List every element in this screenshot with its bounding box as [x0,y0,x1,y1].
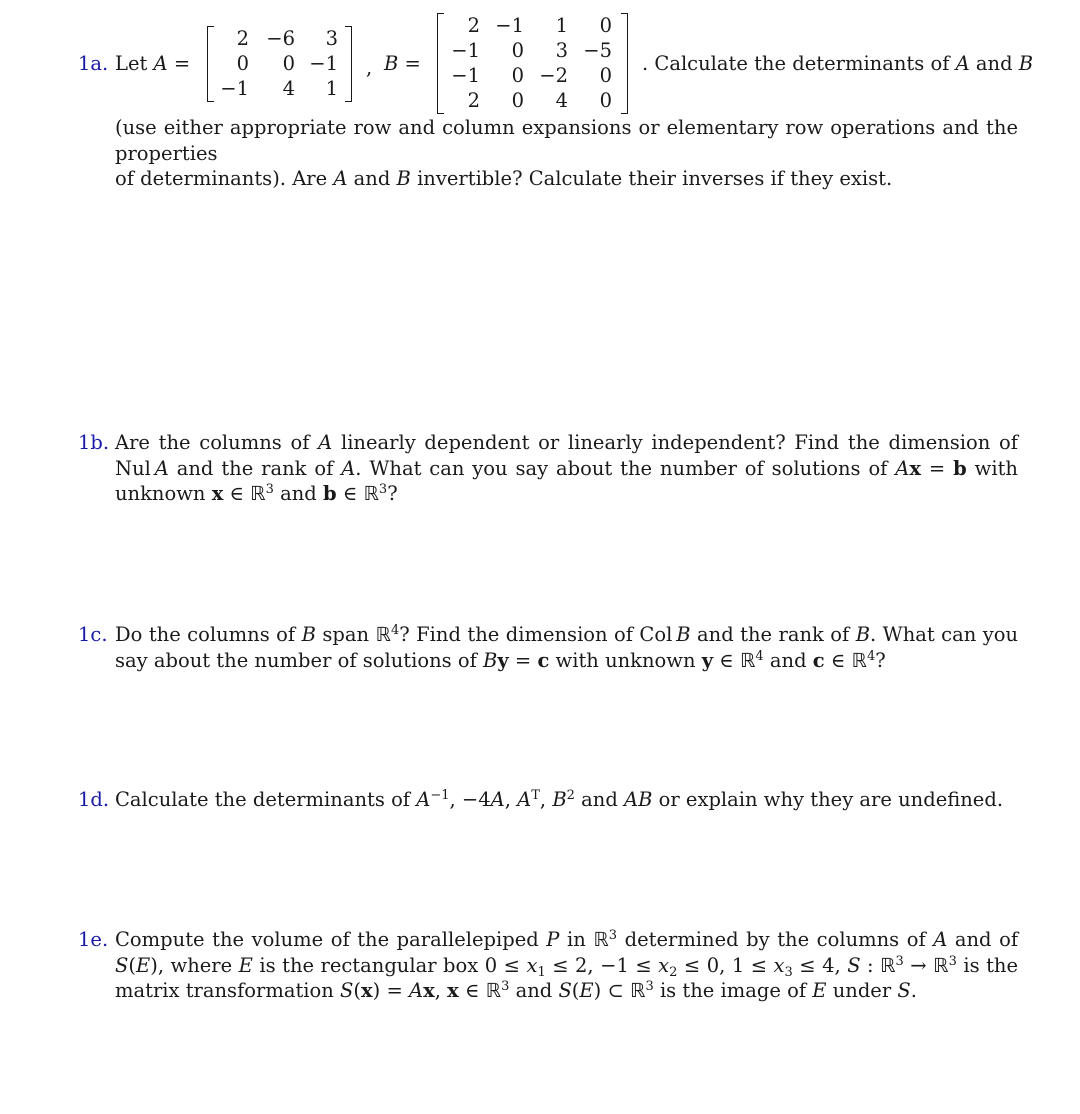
matrix-entry: 2 [467,14,480,37]
matrix-entry: 4 [282,77,295,100]
matrix-entry: 0 [282,52,295,75]
matrix-entry: 1 [325,77,338,100]
matrix-entry: −1 [495,14,524,37]
matrix-entry: 3 [555,39,568,62]
matrix-entry: 3 [325,27,338,50]
matrix-entry: −6 [266,27,295,50]
matrix-entry: −1 [220,77,249,100]
problem-number: 1d. [78,788,110,811]
problem-1c [78,622,1018,673]
left-bracket [437,13,444,114]
problem-1b [78,430,1018,507]
matrix-entry: −2 [539,64,568,87]
document-page: 1a. Let A = 2 −6 3 0 0 −1 −1 4 1 , B = 2 −1 1 0 −1 0 3 −5 −1 0 −2 0 2 0 4 0 . Calculate the determinants of A and B (use either appropriate row and column expansions or elementary row operations and the properties of determinants). Are A and B invertible? Calculate their inverses if they exist. 1b. Are the columns of A linearly dependent or linearly independent? Find the dimension of Nul A and the rank of A. What can you say about the number of solutions of Ax = b with unknown x ∈ ℝ$^3$ and b ∈ ℝ$^3$? 1c. Do the columns of B span ℝ$^4$? Find the dimension of Col B and the rank of B. What can you say about the number of solutions of By = c with unknown y ∈ ℝ$^4$ and c ∈ ℝ$^4$? 1d. Calculate the determinants of $A^{-1}$, −4A, $A^T$, $B^2$ and AB or explain why they are undefined. 1e. Compute the volume of the parallelepiped P in ℝ$^3$ determined by the columns of A and of S(E), where E is the rectangular box $0 \le x_1 \le 2$, $-1 \le x_2 \le 0$, $1 \le x_3 \le 4$, S : ℝ$^3$ → ℝ$^3$ is the matrix transformation S(x) = Ax, x ∈ ℝ$^3$ and S(E) ⊂ ℝ$^3$ is the image of E under S. [78,14,1034,1002]
right-bracket [345,26,352,102]
problem-text: Are the columns of A linearly dependent or linearly independent? Find the dimension of Nul A and the rank of A. What can you say about the number of solutions of Ax = b with unknown x ∈ ℝ$^3$ and b ∈ ℝ$^3$? [115,431,1018,505]
problem-text: Let A = [115,52,191,75]
matrix-entry: 0 [511,64,524,87]
problem-text: Do the columns of B span ℝ$^4$? Find the dimension of Col B and the rank of B. What can you say about the number of solutions of By = c with unknown y ∈ ℝ$^4$ and c ∈ ℝ$^4$? [115,623,1019,672]
matrix-entry: −1 [451,39,480,62]
problem-number: 1b. [78,431,110,454]
matrix-entry: −1 [451,64,480,87]
problem-1e [78,927,1018,1004]
matrix-entry: 0 [511,39,524,62]
problem-number: 1e. [78,928,109,951]
matrix-entry: 1 [555,14,568,37]
problem-number: 1a. [78,52,109,75]
matrix-entry: 4 [555,89,568,112]
matrix-entry: 2 [467,89,480,112]
matrix-entry: −1 [309,52,338,75]
problem-text: Calculate the determinants of $A^{-1}$, −4A, $A^T$, $B^2$ and AB or explain why they are undefined. [115,788,1004,811]
matrix-entry: 0 [599,14,612,37]
problem-text: Compute the volume of the parallelepiped P in ℝ$^3$ determined by the columns of A and of S(E), where E is the rectangular box $0 \le x_1 \le 2$, $-1 \le x_2 \le 0$, $1 \le x_3 \le 4$, S : ℝ$^3$ → ℝ$^3$ is the matrix transformation S(x) = Ax, x ∈ ℝ$^3$ and S(E) ⊂ ℝ$^3$ is the image of E under S. [115,928,1019,1002]
matrix-entry: 0 [599,64,612,87]
matrix-entry: 0 [511,89,524,112]
matrix-entry: 2 [236,27,249,50]
matrix-entry: 0 [599,89,612,112]
matrix-entry: −5 [583,39,612,62]
problem-number: 1c. [78,623,108,646]
left-bracket [207,26,214,102]
matrix-entry: 0 [236,52,249,75]
right-bracket [621,13,628,114]
problem-1d [78,787,1018,813]
